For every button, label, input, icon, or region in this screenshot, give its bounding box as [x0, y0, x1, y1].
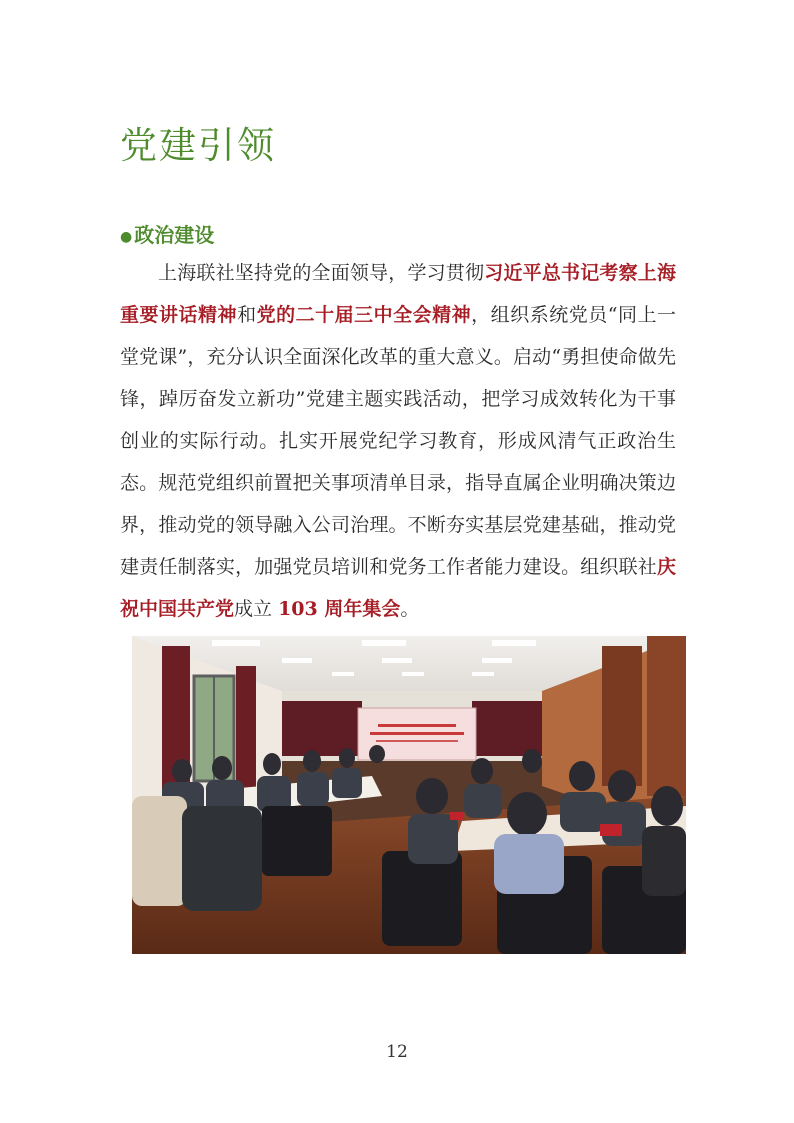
text-run: 成立 [234, 598, 279, 620]
highlight-text: 习近平总书记考察上海重要讲话精神 [120, 262, 676, 326]
text-run: 。 [400, 598, 420, 620]
bullet-icon: ● [120, 228, 133, 245]
section-heading [120, 219, 214, 253]
highlight-text: 庆祝中国共产党 [120, 556, 676, 620]
meeting-room-illustration [132, 636, 686, 954]
body-paragraph [120, 252, 676, 630]
section-heading-label: 政治建设 [134, 223, 215, 247]
page-title: 党建引领 [120, 124, 276, 167]
meeting-photo [132, 636, 686, 954]
page-number: 12 [386, 1042, 408, 1062]
text-run: 和 [237, 304, 257, 326]
text-run: ，组织系统党员“同上一堂党课”，充分认识全面深化改革的重大意义。启动“勇担使命做先锋，踔厉奋发立新功”党建主题实践活动，把学习成效转化为干事创业的实际行动。扎实开展党纪学习教育，形成风清气正政治生态。规范党组织前置把关事项清单目录，指导直属企业明确决策边界，推动党的领导融入公司治理。不断夯实基层党建基础，推动党建责任制落实，加强党员培训和党务工作者能力建设。组织联社 [120, 304, 676, 578]
text-run: 上海联社坚持党的全面领导，学习贯彻 [158, 262, 485, 284]
highlight-text: 103 周年集会 [278, 598, 401, 620]
highlight-text: 党的二十届三中全会精神 [256, 304, 472, 326]
